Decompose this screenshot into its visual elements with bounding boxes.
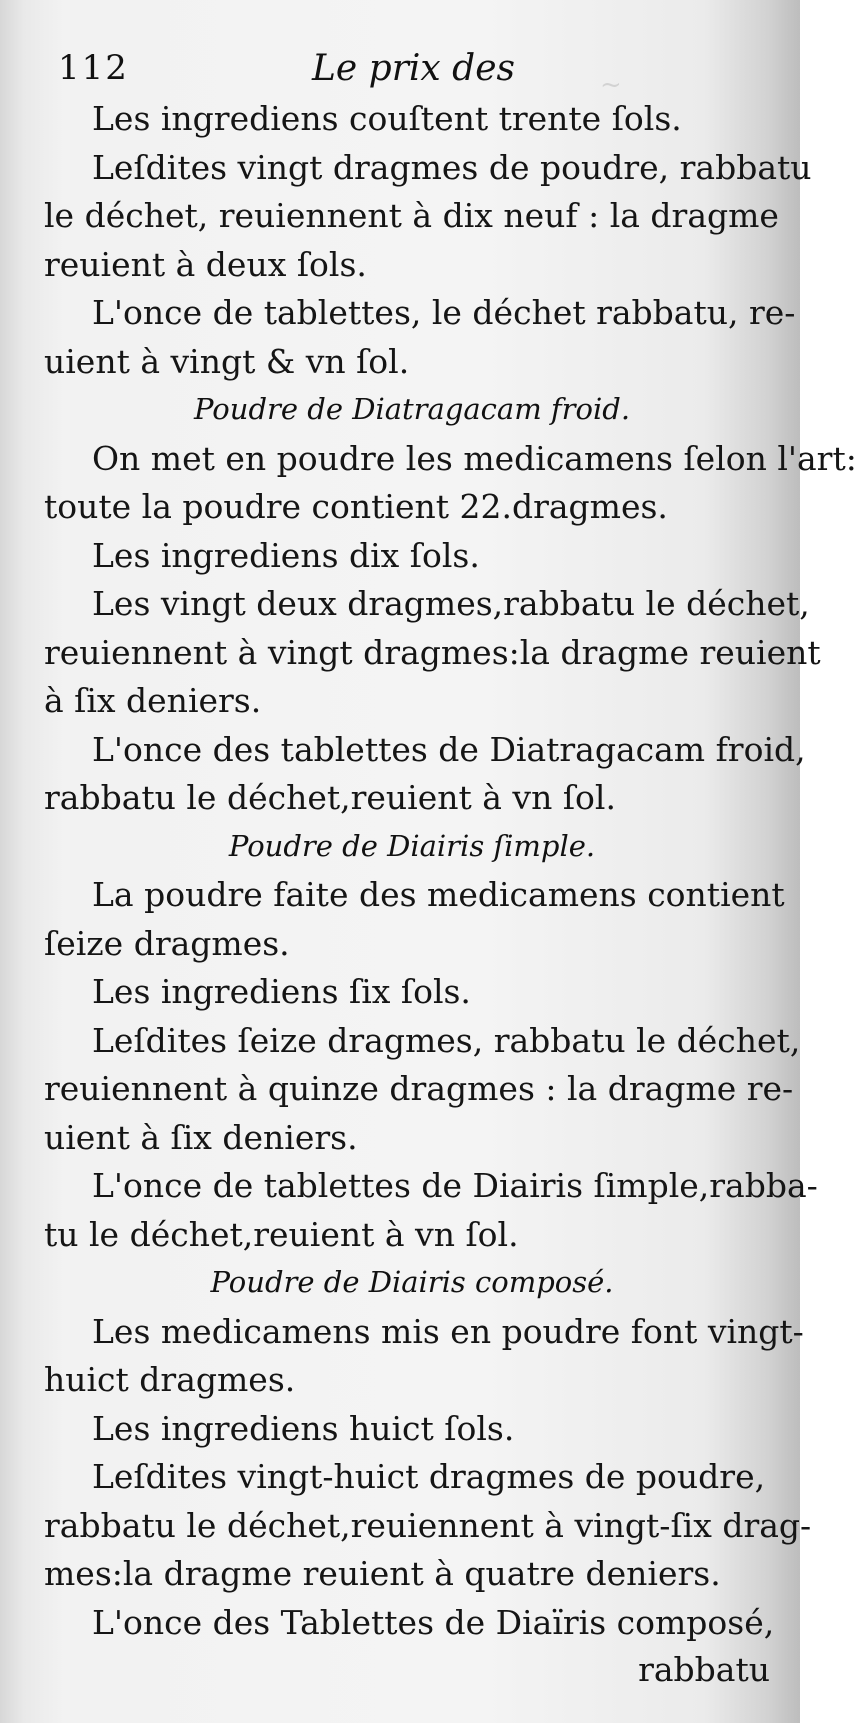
text-line: L'once des Tablettes de Diaïris composé, xyxy=(92,1602,775,1642)
text-line: Les ingrediens ſix ſols. xyxy=(92,972,471,1011)
text-line: rabbatu le déchet,reuient à vn ſol. xyxy=(44,778,616,817)
text-line: uient à vingt & vn ſol. xyxy=(44,341,410,381)
section-heading: Poudre de Diairis ſimple. xyxy=(228,828,596,863)
text-line: L'once des tablettes de Diatragacam froid, xyxy=(92,729,806,769)
text-line: uient à ſix deniers. xyxy=(44,1117,358,1157)
page-number: 112 xyxy=(58,48,129,88)
text-line: Les ingrediens dix ſols. xyxy=(92,535,480,575)
text-line: Les medicamens mis en poudre font vingt- xyxy=(92,1311,804,1351)
text-line: L'once de tablettes, le déchet rabbatu, re- xyxy=(92,293,796,332)
running-head xyxy=(0,48,800,96)
show-through-text: ~ xyxy=(600,70,622,100)
text-line: L'once de tablettes de Diairis ſimple,rabba- xyxy=(92,1166,818,1205)
text-line: ſeize dragmes. xyxy=(44,923,290,963)
text-line: Les ingrediens huict ſols. xyxy=(92,1408,515,1448)
text-line: reuient à deux ſols. xyxy=(44,244,367,284)
text-line: reuiennent à quinze dragmes : la dragme re- xyxy=(44,1069,794,1108)
text-line: Leſdites vingt dragmes de poudre, rabbatu xyxy=(92,147,812,187)
section-heading: Poudre de Diairis composé. xyxy=(210,1265,614,1299)
section-heading: Poudre de Diatragacam froid. xyxy=(193,392,631,426)
text-line: Leſdites vingt-huict dragmes de poudre, xyxy=(92,1457,766,1496)
text-line: le déchet, reuiennent à dix neuf : la dragme xyxy=(44,196,779,235)
text-line: reuiennent à vingt dragmes:la dragme reuient xyxy=(44,632,821,672)
text-line: Les vingt deux dragmes,rabbatu le déchet, xyxy=(92,584,810,623)
text-line: mes:la dragme reuient à quatre deniers. xyxy=(44,1554,721,1593)
text-line: huict dragmes. xyxy=(44,1360,296,1399)
catchword: rabbatu xyxy=(638,1650,770,1689)
text-line: Leſdites ſeize dragmes, rabbatu le déchet, xyxy=(92,1020,801,1060)
running-title: Le prix des xyxy=(312,48,515,89)
text-line: à ſix deniers. xyxy=(44,681,262,720)
text-line: On met en poudre les medicamens ſelon l'art: xyxy=(92,438,857,478)
text-line: tu le déchet,reuient à vn ſol. xyxy=(44,1214,519,1254)
text-line: La poudre faite des medicamens contient xyxy=(92,875,785,914)
text-line: rabbatu le déchet,reuiennent à vingt-ſix drag- xyxy=(44,1505,812,1545)
text-line: Les ingrediens couſtent trente ſols. xyxy=(92,99,682,138)
text-line: toute la poudre contient 22.dragmes. xyxy=(44,487,668,526)
